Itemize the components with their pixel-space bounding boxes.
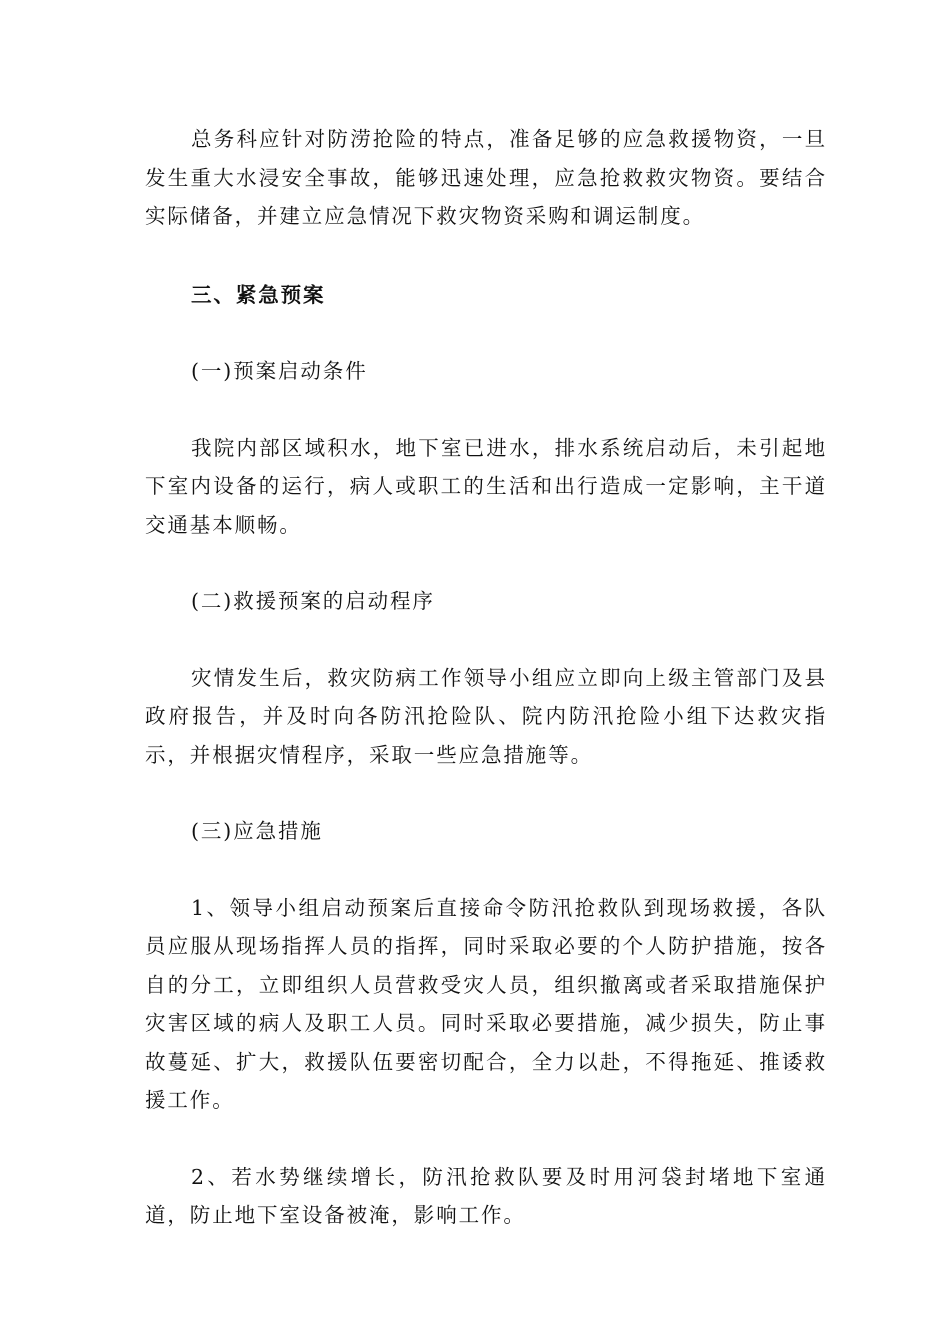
subheading-emergency-measures: (三)应急措施	[191, 819, 323, 843]
paragraph-measure-1: 1、领导小组启动预案后直接命令防汛抢救队到现场救援，各队员应服从现场指挥人员的指挥，同时采取必要的个人防护措施，按各自的分工，立即组织人员营救受灾人员，组织撤离或者采取措施保护灾害区域的病人及职工人员。同时采取必要措施，减少损失，防止事故蔓延、扩大，救援队伍要密切配合，全力以赴，不得拖延、推诿救援工作。	[145, 895, 827, 1112]
paragraph-supplies: 总务科应针对防涝抢险的特点，准备足够的应急救援物资，一旦发生重大水浸安全事故，能够迅速处理，应急抢救救灾物资。要结合实际储备，并建立应急情况下救灾物资采购和调运制度。	[145, 127, 827, 228]
subheading-startup-procedure: (二)救援预案的启动程序	[191, 589, 435, 613]
paragraph-trigger-conditions: 我院内部区域积水，地下室已进水，排水系统启动后，未引起地下室内设备的运行，病人或职工的生活和出行造成一定影响，主干道交通基本顺畅。	[145, 435, 827, 537]
paragraph-measure-2: 2、若水势继续增长，防汛抢救队要及时用河袋封堵地下室通道，防止地下室设备被淹，影响工作。	[145, 1164, 827, 1227]
subheading-plan-trigger: (一)预案启动条件	[191, 359, 368, 383]
document-body	[145, 120, 827, 1235]
section-heading-emergency-plan: 三、紧急预案	[191, 282, 326, 307]
paragraph-startup-procedure: 灾情发生后，救灾防病工作领导小组应立即向上级主管部门及县政府报告，并及时向各防汛抢险队、院内防汛抢险小组下达救灾指示，并根据灾情程序，采取一些应急措施等。	[145, 665, 827, 767]
